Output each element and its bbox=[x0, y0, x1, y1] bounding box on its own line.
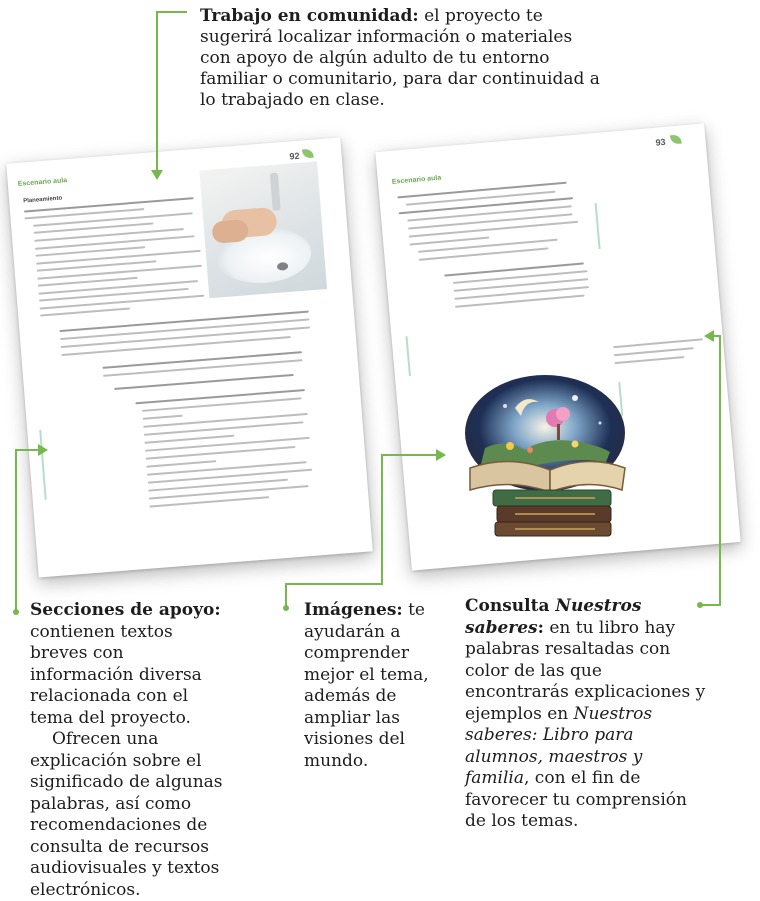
arrow-dot-imagenes bbox=[283, 605, 289, 611]
callout-title-italic: Nuestros saberes bbox=[465, 596, 642, 638]
callout-secciones-apoyo bbox=[30, 600, 230, 901]
arrow-head-down bbox=[151, 170, 163, 180]
callout-title: Secciones de apoyo: bbox=[30, 600, 221, 620]
right-page-section-title: Escenario aula bbox=[391, 174, 442, 186]
arrow-consulta bbox=[700, 336, 720, 605]
callout-text-italic: Nuestros saberes: Libro para alumnos, maestros y familia bbox=[465, 703, 653, 788]
callout-title: Imágenes: bbox=[304, 600, 403, 620]
arrow-dot-secciones bbox=[13, 609, 19, 615]
callout-text: te ayudarán a comprender mejor el tema, además de ampliar las visiones del mundo. bbox=[304, 600, 429, 771]
arrow-imagenes bbox=[286, 455, 438, 608]
callout-title-prefix: Consulta bbox=[465, 596, 556, 616]
callout-text-paragraph-2: Ofrecen una explicación sobre el significado de algunas palabras, así como recomendaciones de consulta de recursos audiovisuales y textos electrónicos. bbox=[30, 729, 223, 900]
callout-text: el proyecto te sugerirá localizar información o materiales con apoyo de algún adulto de tu entorno familiar o comunitario, para dar continuidad a lo trabajado en clase. bbox=[200, 6, 600, 110]
arrow-trabajo bbox=[157, 12, 187, 172]
callout-text: contienen textos breves con información diversa relacionada con el tema del proyecto. bbox=[30, 621, 202, 728]
left-page-number: 92 bbox=[289, 150, 300, 162]
callout-consulta-nuestros-saberes bbox=[465, 596, 710, 833]
right-page-number: 93 bbox=[655, 136, 666, 148]
callout-title-suffix: : bbox=[537, 617, 544, 638]
left-page-subsection: Planeamiento bbox=[23, 195, 63, 205]
arrow-head-right-mid bbox=[436, 449, 446, 461]
callout-text-end: , con el fin de favorecer tu comprensión de los temas. bbox=[465, 768, 687, 831]
arrow-secciones bbox=[16, 450, 40, 612]
callout-imagenes bbox=[304, 600, 444, 772]
left-page-section-title: Escenario aula bbox=[17, 177, 68, 188]
callout-text: en tu libro hay palabras resaltadas con color de las que encontrarás explicaciones y ejemplos en bbox=[465, 617, 706, 724]
callout-title: Trabajo en comunidad: bbox=[200, 6, 419, 26]
arrow-head-right-left bbox=[38, 444, 48, 456]
arrow-head-left-right bbox=[704, 330, 714, 342]
